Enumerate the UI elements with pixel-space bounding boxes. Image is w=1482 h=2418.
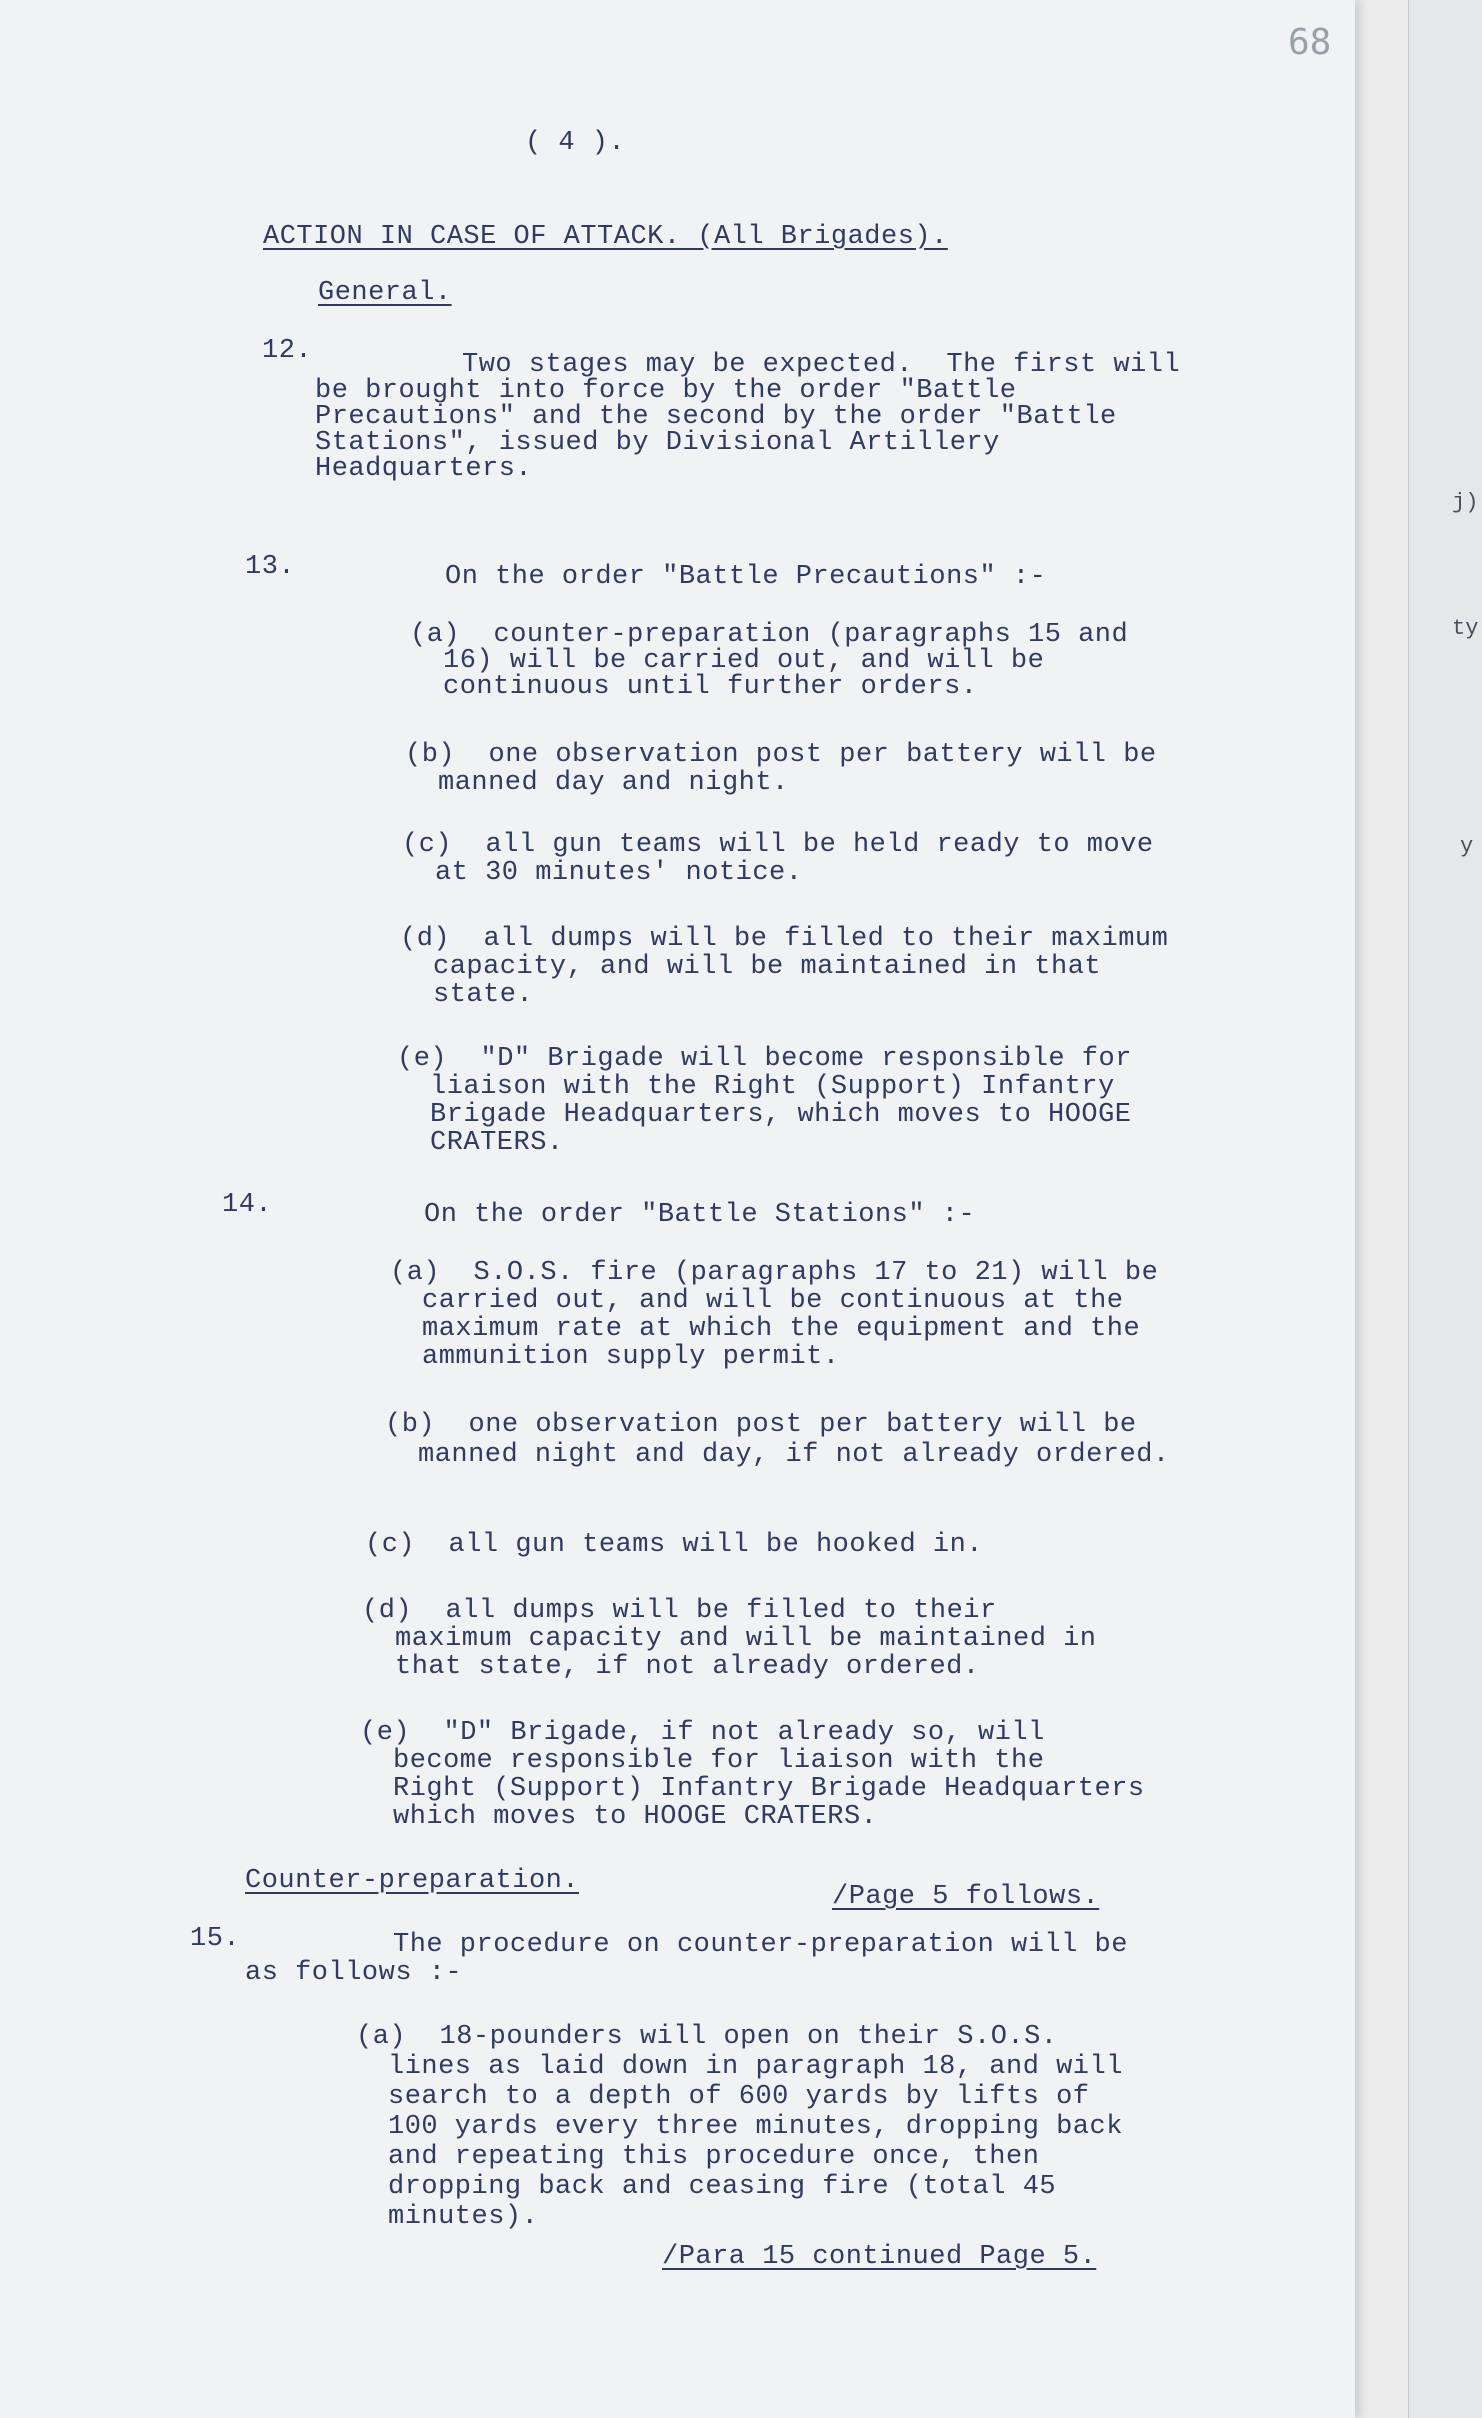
para-13-item-e: CRATERS. [430,1128,564,1158]
para-14-item-a: ammunition supply permit. [422,1342,840,1372]
para-13-item-b: (b) one observation post per battery will be [405,740,1157,770]
para-14-item-d: (d) all dumps will be filled to their [362,1596,997,1626]
para-15-item-a: dropping back and ceasing fire (total 45 [388,2172,1057,2202]
para-15-item-a: 100 yards every three minutes, dropping back [388,2112,1123,2142]
para-15-line: The procedure on counter-preparation will be [393,1930,1128,1960]
para-15-item-a: (a) 18-pounders will open on their S.O.S. [356,2022,1058,2052]
para-13-intro: On the order "Battle Precautions" :- [445,562,1047,592]
para-14-item-b: manned night and day, if not already ordered. [418,1440,1170,1470]
para-12-line: Precautions" and the second by the order "Battle [315,402,1117,432]
para-14-item-e: (e) "D" Brigade, if not already so, will [360,1718,1045,1748]
subheading-general: General. [318,278,452,308]
para-13-item-a: continuous until further orders. [443,672,978,702]
continued-note: /Para 15 continued Page 5. [662,2242,1097,2272]
para-15-item-a: minutes). [388,2202,539,2232]
para-13-item-c: (c) all gun teams will be held ready to move [402,830,1154,860]
para-13-item-e: liaison with the Right (Support) Infantry [430,1072,1115,1102]
para-14-item-b: (b) one observation post per battery will be [385,1410,1137,1440]
para-14-item-a: maximum rate at which the equipment and the [422,1314,1141,1344]
para-13-item-a: 16) will be carried out, and will be [443,646,1045,676]
para-13-item-d: (d) all dumps will be filled to their maximum [400,924,1169,954]
para-14-item-e: become responsible for liaison with the [393,1746,1045,1776]
para-14-item-e: Right (Support) Infantry Brigade Headquarters [393,1774,1145,1804]
section-heading: ACTION IN CASE OF ATTACK. (All Brigades). [263,222,948,252]
para-14-item-d: maximum capacity and will be maintained in [395,1624,1097,1654]
margin-note: j) [1452,490,1479,515]
para-14-item-e: which moves to HOOGE CRATERS. [393,1802,878,1832]
margin-note: y [1460,834,1474,859]
para-13-item-c: at 30 minutes' notice. [435,858,803,888]
para-12-line: be brought into force by the order "Battle [315,376,1017,406]
para-12-line: Stations", issued by Divisional Artillery [315,428,1000,458]
page-number: ( 4 ). [525,128,626,158]
para-13-item-d: state. [433,980,534,1010]
page-follows-note: /Page 5 follows. [832,1882,1100,1912]
para-12-number: 12. [262,336,313,366]
para-14-item-a: carried out, and will be continuous at the [422,1286,1124,1316]
para-12-line: Headquarters. [315,454,533,484]
para-14-intro: On the order "Battle Stations" :- [424,1200,976,1230]
para-13-item-a: (a) counter-preparation (paragraphs 15 and [410,620,1129,650]
para-13-item-d: capacity, and will be maintained in that [433,952,1102,982]
margin-note: ty [1452,616,1479,641]
subheading-counter-preparation: Counter-preparation. [245,1866,580,1896]
para-15-item-a: lines as laid down in paragraph 18, and will [388,2052,1123,2082]
para-14-item-c: (c) all gun teams will be hooked in. [365,1530,983,1560]
para-14-number: 14. [222,1190,273,1220]
underlying-page-edge-2 [1408,0,1482,2418]
para-12-line: Two stages may be expected. The first will [462,350,1181,380]
para-14-item-d: that state, if not already ordered. [395,1652,980,1682]
para-15-line: as follows :- [245,1958,463,1988]
para-13-item-e: (e) "D" Brigade will become responsible for [397,1044,1132,1074]
para-14-item-a: (a) S.O.S. fire (paragraphs 17 to 21) will be [390,1258,1159,1288]
para-15-number: 15. [190,1924,241,1954]
para-13-item-e: Brigade Headquarters, which moves to HOOGE [430,1100,1132,1130]
para-15-item-a: search to a depth of 600 yards by lifts of [388,2082,1090,2112]
para-13-number: 13. [245,552,296,582]
para-15-item-a: and repeating this procedure once, then [388,2142,1040,2172]
page-stamp: 68 [1288,22,1332,63]
para-13-item-b: manned day and night. [438,768,789,798]
